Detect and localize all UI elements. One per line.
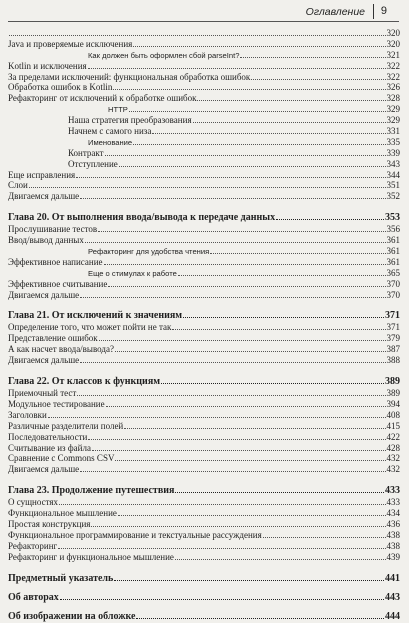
toc-entry-title: HTTP — [108, 105, 128, 115]
toc-entry[interactable] — [8, 61, 400, 72]
toc-entry-title: Двигаемся дальше — [8, 464, 80, 475]
toc-entry-page: 438 — [386, 529, 400, 540]
toc-entry[interactable] — [8, 464, 400, 475]
toc-entry-title: Прослушивание тестов — [8, 224, 98, 235]
toc-entry[interactable] — [8, 28, 400, 39]
toc-entry-page: 329 — [386, 115, 400, 126]
toc-entry[interactable] — [8, 93, 400, 104]
dot-leader — [115, 344, 386, 352]
toc-entry[interactable] — [8, 279, 400, 290]
toc-entry-title: Еще о стимулах к работе — [88, 268, 177, 278]
toc-entry-page: 371 — [386, 322, 400, 333]
toc-chapter-entry[interactable] — [8, 610, 400, 623]
toc-entry-title: Глава 21. От исключений к значениям — [8, 310, 183, 322]
toc-entry-title: Глава 22. От классов к функциям — [8, 376, 161, 388]
dot-leader — [85, 235, 386, 243]
toc-chapter-entry[interactable] — [8, 484, 400, 497]
dot-leader — [115, 453, 385, 461]
toc-entry-title: Рефакторинг от исключений к обработке ошибок — [8, 93, 197, 104]
dot-leader — [276, 212, 384, 220]
toc-entry-page: 379 — [386, 333, 400, 344]
dot-leader — [210, 246, 385, 254]
toc-entry-title: Глава 20. От выполнения ввода/вывода к передаче данных — [8, 212, 276, 224]
toc-entry-title: Считывание из файла — [8, 442, 91, 453]
dot-leader — [80, 355, 385, 363]
toc-entry-page: 433 — [386, 497, 400, 508]
toc-chapter-entry[interactable] — [8, 375, 400, 388]
dot-leader — [197, 93, 385, 101]
toc-entry-page: 322 — [386, 60, 400, 71]
toc-entry[interactable] — [8, 443, 400, 454]
toc-entry[interactable] — [8, 82, 400, 93]
toc-entry[interactable] — [8, 421, 400, 432]
toc-entry-title: Об авторах — [8, 591, 59, 603]
toc-entry[interactable] — [8, 453, 400, 464]
page-header — [0, 0, 409, 26]
dot-leader — [119, 159, 386, 167]
toc-entry[interactable] — [8, 39, 400, 50]
toc-entry-title: Функциональное программирование и текстуальные рассуждения — [8, 529, 262, 540]
toc-entry-page: 335 — [386, 136, 400, 147]
toc-entry-page: 329 — [386, 104, 400, 115]
toc-entry-page: 432 — [386, 453, 400, 464]
toc-entry-title: Функциональное мышление — [8, 508, 117, 519]
toc-entry-page: 322 — [386, 71, 400, 82]
toc-entry-page: 320 — [386, 38, 400, 49]
toc-entry[interactable] — [8, 224, 400, 235]
toc-entry-page: 370 — [386, 289, 400, 300]
toc-entry-page: 389 — [385, 376, 400, 388]
running-title: Оглавление — [305, 6, 365, 18]
toc-entry-title: Различные разделители полей — [8, 420, 124, 431]
toc-entry-title: Обработка ошибок в Kotlin — [8, 82, 113, 93]
toc-entry-title: Эффективное написание — [8, 256, 103, 267]
toc-entry[interactable] — [8, 541, 400, 552]
toc-entry-title: Модульное тестирование — [8, 398, 105, 409]
toc-entry-title: Последовательности — [8, 431, 88, 442]
toc-entry[interactable] — [8, 410, 400, 421]
dot-leader — [240, 50, 385, 58]
toc-entry-page: 326 — [386, 82, 400, 93]
toc-entry[interactable] — [8, 170, 400, 181]
toc-entry-page: 434 — [386, 508, 400, 519]
toc-entry-title: Начнем с самого низа — [68, 126, 152, 137]
dot-leader — [77, 388, 385, 396]
toc-entry-page: 331 — [386, 126, 400, 137]
toc-entry-page: 388 — [386, 355, 400, 366]
toc-entry-page: 444 — [385, 610, 400, 622]
dot-leader — [98, 224, 385, 232]
toc-entry-page: 365 — [386, 267, 400, 278]
toc-entry-page: 415 — [386, 420, 400, 431]
toc-entry[interactable] — [8, 344, 400, 355]
toc-entry-page: 438 — [386, 540, 400, 551]
toc-entry-title: О сущностях — [8, 497, 59, 508]
toc-entry-title: Двигаемся дальше — [8, 355, 80, 366]
toc-entry-title: Рефакторинг и функциональное мышление — [8, 551, 174, 562]
toc-entry-page: 408 — [386, 409, 400, 420]
dot-leader — [108, 279, 385, 287]
toc-entry-page: 387 — [386, 344, 400, 355]
dot-leader — [104, 257, 386, 265]
toc-entry-page: 321 — [386, 49, 400, 60]
toc-entry[interactable] — [8, 50, 400, 61]
toc-entry-page: 433 — [385, 485, 400, 497]
toc-entry[interactable] — [8, 497, 400, 508]
toc-entry-page: 428 — [386, 442, 400, 453]
toc-entry[interactable] — [8, 268, 400, 279]
header-rule — [8, 21, 399, 22]
toc-entry-title: Двигаемся дальше — [8, 191, 80, 202]
toc-entry-title: Представление ошибок — [8, 333, 98, 344]
toc-chapter-entry[interactable] — [8, 572, 400, 585]
toc-entry[interactable] — [8, 159, 400, 170]
toc-gap — [8, 366, 400, 375]
dot-leader — [175, 552, 386, 560]
dot-leader — [105, 148, 386, 156]
toc-entry[interactable] — [8, 180, 400, 191]
toc-entry-title: Двигаемся дальше — [8, 289, 80, 300]
toc-entry[interactable] — [8, 246, 400, 257]
toc-chapter-entry[interactable] — [8, 211, 400, 224]
dot-leader — [88, 432, 385, 440]
toc-entry-title: Эффективное считывание — [8, 278, 108, 289]
toc-entry-page: 352 — [386, 191, 400, 202]
toc-gap — [8, 300, 400, 309]
toc-entry-page: 343 — [386, 158, 400, 169]
toc-entry-title: Как должен быть оформлен сбой parseInt? — [88, 50, 240, 60]
dot-leader — [106, 399, 386, 407]
toc-entry-title: Kotlin и исключения — [8, 60, 87, 71]
dot-leader — [183, 310, 384, 318]
toc-entry-page: 394 — [386, 398, 400, 409]
dot-leader — [80, 290, 385, 298]
toc-entry-title: Приемочный тест — [8, 388, 77, 399]
toc-entry-title: Еще исправления — [8, 169, 76, 180]
dot-leader — [60, 592, 384, 600]
toc-entry-title: Сравнение с Commons CSV — [8, 453, 115, 464]
dot-leader — [251, 72, 385, 80]
dot-leader — [193, 115, 386, 123]
dot-leader — [59, 497, 385, 505]
toc-entry[interactable] — [8, 432, 400, 443]
dot-leader — [99, 333, 386, 341]
toc-entry[interactable] — [8, 333, 400, 344]
toc-entry-page: 351 — [386, 180, 400, 191]
toc-entry[interactable] — [8, 290, 400, 301]
toc-entry-page: 371 — [385, 310, 400, 322]
toc-entry-title: Контракт — [68, 147, 104, 158]
dot-leader — [80, 464, 385, 472]
toc-entry-page: 344 — [386, 169, 400, 180]
toc-entry-page: 320 — [386, 28, 400, 38]
toc-entry[interactable] — [8, 530, 400, 541]
toc-entry-page: 432 — [386, 464, 400, 475]
toc-entry[interactable] — [8, 191, 400, 202]
toc-chapter-entry[interactable] — [8, 591, 400, 604]
toc-entry-title: Наша стратегия преобразования — [68, 115, 192, 126]
header-separator — [373, 4, 374, 19]
toc-entry[interactable] — [8, 552, 400, 563]
page-number: 9 — [380, 5, 387, 17]
toc-entry-page: 439 — [386, 551, 400, 562]
dot-leader — [92, 443, 386, 451]
toc-entry-page: 361 — [386, 235, 400, 246]
toc-entry-page: 370 — [386, 278, 400, 289]
dot-leader — [133, 137, 385, 145]
toc-chapter-entry[interactable] — [8, 309, 400, 322]
toc-gap — [8, 202, 400, 211]
dot-leader — [124, 421, 385, 429]
table-of-contents — [8, 28, 400, 623]
toc-entry-page: 389 — [386, 388, 400, 399]
dot-leader — [76, 170, 385, 178]
toc-entry-title: Рефакторинг — [8, 540, 58, 551]
toc-entry[interactable] — [8, 115, 400, 126]
dot-leader — [58, 541, 385, 549]
toc-entry-title: Глава 23. Продолжение путешествия — [8, 485, 175, 497]
toc-entry-page: 356 — [386, 224, 400, 235]
dot-leader — [129, 104, 386, 112]
toc-entry-title: Определение того, что может пойти не так — [8, 322, 172, 333]
toc-entry-title: Простая конструкция — [8, 518, 91, 529]
dot-leader — [152, 126, 385, 134]
toc-entry-title: А как насчет ввода/вывода? — [8, 344, 114, 355]
toc-entry[interactable] — [8, 388, 400, 399]
toc-entry-page: 422 — [386, 431, 400, 442]
dot-leader — [161, 376, 384, 384]
toc-entry-title: За пределами исключений: функциональная обработка ошибок — [8, 71, 251, 82]
dot-leader — [136, 611, 384, 619]
toc-entry[interactable] — [8, 104, 400, 115]
toc-entry-page: 443 — [385, 591, 400, 603]
dot-leader — [80, 191, 385, 199]
toc-entry-title: Именование — [88, 137, 133, 147]
toc-entry-page: 361 — [386, 256, 400, 267]
dot-leader — [178, 268, 386, 276]
toc-entry[interactable] — [8, 519, 400, 530]
toc-entry-title: Рефакторинг для удобства чтения — [88, 247, 210, 257]
dot-leader — [113, 82, 385, 90]
toc-entry-page: 436 — [386, 518, 400, 529]
dot-leader — [172, 322, 385, 330]
toc-entry[interactable] — [8, 508, 400, 519]
toc-entry[interactable] — [8, 72, 400, 83]
toc-entry[interactable] — [8, 355, 400, 366]
toc-entry[interactable] — [8, 126, 400, 137]
dot-leader — [29, 180, 386, 188]
toc-entry-page: 361 — [386, 246, 400, 257]
dot-leader — [263, 530, 386, 538]
toc-gap — [8, 475, 400, 484]
dot-leader — [91, 519, 385, 527]
dot-leader — [114, 573, 384, 581]
dot-leader — [118, 508, 386, 516]
dot-leader — [9, 28, 386, 36]
toc-entry[interactable] — [8, 399, 400, 410]
dot-leader — [88, 61, 386, 69]
toc-entry-page: 353 — [385, 212, 400, 224]
toc-entry[interactable] — [8, 148, 400, 159]
toc-entry-title: Предметный указатель — [8, 572, 114, 584]
toc-entry-title: Ввод/вывод данных — [8, 235, 84, 246]
toc-entry-page: 441 — [385, 572, 400, 584]
toc-entry-title: Заголовки — [8, 409, 47, 420]
toc-entry[interactable] — [8, 137, 400, 148]
toc-entry[interactable] — [8, 322, 400, 333]
toc-entry-page: 328 — [386, 93, 400, 104]
toc-entry-page: 339 — [386, 147, 400, 158]
toc-entry-title: Об изображении на обложке — [8, 610, 136, 622]
toc-entry[interactable] — [8, 235, 400, 246]
dot-leader — [48, 410, 386, 418]
toc-entry-title: Слои — [8, 180, 28, 191]
toc-entry-title: Отступление — [68, 158, 118, 169]
toc-entry[interactable] — [8, 257, 400, 268]
dot-leader — [133, 39, 385, 47]
toc-gap — [8, 563, 400, 572]
toc-entry-title: Java и проверяемые исключения — [8, 38, 133, 49]
dot-leader — [175, 485, 384, 493]
